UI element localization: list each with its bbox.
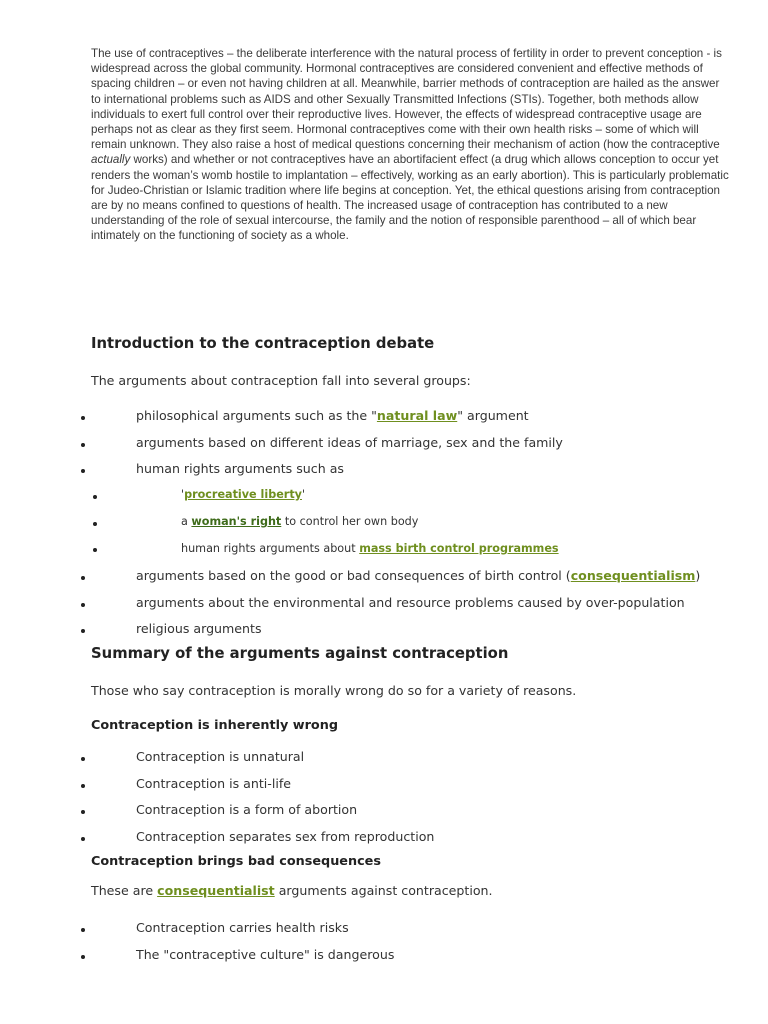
bullet	[93, 548, 97, 552]
procreative-liberty-link[interactable]: procreative liberty	[184, 488, 302, 501]
bullet	[81, 810, 85, 814]
bullet	[81, 443, 85, 447]
text: a	[181, 515, 192, 528]
list-item: Contraception is anti-life	[136, 776, 292, 791]
against-lead: Those who say contraception is morally wrong do so for a variety of reasons.	[91, 683, 577, 698]
consequences-lead	[91, 883, 493, 898]
list-item: Contraception is a form of abortion	[136, 802, 358, 817]
list-item-human-rights: human rights arguments such as	[136, 461, 344, 476]
bullet	[81, 469, 85, 473]
bullet	[81, 928, 85, 932]
list-item: The "contraceptive culture" is dangerous	[136, 947, 395, 962]
list-item-marriage: arguments based on different ideas of marriage, sex and the family	[136, 435, 563, 450]
subheading-bad-consequences: Contraception brings bad consequences	[91, 854, 381, 869]
text: arguments against contraception.	[274, 883, 493, 898]
bullet	[81, 603, 85, 607]
text: These are	[91, 883, 158, 898]
bullet	[93, 522, 97, 526]
list-item: Contraception carries health risks	[136, 920, 349, 935]
bullet	[81, 757, 85, 761]
consequentialist-link[interactable]: consequentialist	[157, 883, 275, 898]
consequentialism-link[interactable]: consequentialism	[570, 568, 696, 583]
intro-paragraph	[91, 46, 731, 244]
bullet	[81, 629, 85, 633]
womans-right-link[interactable]: woman's right	[191, 515, 282, 528]
text: to control her own body	[281, 515, 419, 528]
list-item: Contraception is unnatural	[136, 749, 305, 764]
bullet	[81, 576, 85, 580]
list-item-environment: arguments about the environmental and resource problems caused by over-population	[136, 595, 685, 610]
sub-item-womans-right	[181, 515, 418, 528]
text: arguments based on the good or bad consequences of birth control (	[136, 568, 571, 583]
text: philosophical arguments such as the "	[136, 408, 377, 423]
bullet	[81, 416, 85, 420]
mass-birth-control-link[interactable]: mass birth control programmes	[359, 542, 559, 555]
text: '	[181, 488, 185, 501]
bullet	[81, 955, 85, 959]
list-item-consequences	[136, 568, 700, 583]
intro-text-part1: The use of contraceptives – the deliberate interference with the natural process of fertility in order to prevent conception - is widespread across the global community. Hormonal contraceptives are considered convenient and effective methods of spacing children – or even not having children at all. Meanwhile, barrier methods of contraception are hailed as the answer to international problems such as AIDS and other Sexually Transmitted Infections (STIs). Together, both methods allow individuals to exert full control over their reproductive lives. However, the effects of widespread contraceptive usage are perhaps not as clear as they first seem. Hormonal contraceptives come with their own health risks – some of which will remain unknown. They also raise a host of medical questions concerning their mechanism of action (how the contraceptive	[91, 47, 722, 152]
heading-contraception-debate: Introduction to the contraception debate	[91, 335, 435, 352]
intro-text-part2: works) and whether or not contraceptives have an abortifacient effect (a drug which allows conception to occur yet renders the woman’s womb hostile to implantation – effectively, working as an early abortion). This is particularly problematic for Judeo-Christian or Islamic tradition where life begins at conception. Yet, the ethical questions arising from contraception are by no means confined to questions of health. The increased usage of contraception has contributed to a new understanding of the role of sexual intercourse, the family and the notion of responsible parenthood – all of which bear intimately on the functioning of society as a whole.	[91, 153, 729, 243]
heading-arguments-against: Summary of the arguments against contraception	[91, 645, 509, 662]
sub-item-mass-birth-control	[181, 542, 559, 555]
bullet	[81, 784, 85, 788]
list-item: Contraception separates sex from reproduction	[136, 829, 435, 844]
text: )	[695, 568, 701, 583]
intro-emphasis: actually	[91, 153, 131, 167]
text: human rights arguments about	[181, 542, 360, 555]
bullet	[93, 495, 97, 499]
bullet	[81, 837, 85, 841]
text: " argument	[457, 408, 529, 423]
debate-lead: The arguments about contraception fall into several groups:	[91, 373, 471, 388]
list-item-religious: religious arguments	[136, 621, 262, 636]
natural-law-link[interactable]: natural law	[376, 408, 458, 423]
text: '	[301, 488, 306, 501]
sub-item-procreative-liberty	[181, 488, 305, 501]
subheading-inherently-wrong: Contraception is inherently wrong	[91, 718, 338, 733]
list-item-natural-law	[136, 408, 529, 423]
